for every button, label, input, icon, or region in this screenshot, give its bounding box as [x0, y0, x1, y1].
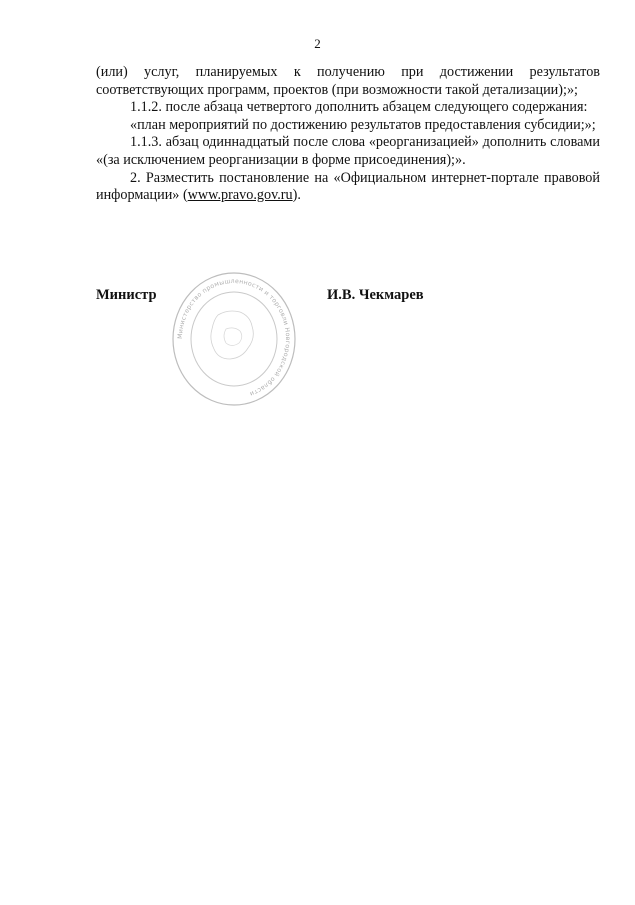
pravo-link[interactable]: www.pravo.gov.ru — [187, 187, 293, 204]
paragraph-4: 1.1.3. абзац одиннадцатый после слова «реорганизацией» дополнить словами «(за исключением реорганизации в форме присоединения);». — [96, 134, 600, 168]
paragraph-1: (или) услуг, планируемых к получению при достижении результатов соответствующих программ, проектов (при возможности такой детализации);»; — [96, 64, 600, 98]
official-seal — [172, 263, 296, 413]
paragraph-2: 1.1.2. после абзаца четвертого дополнить абзацем следующего содержания: — [130, 99, 588, 116]
paragraph-3: «план мероприятий по достижению результатов предоставления субсидии;»; — [130, 116, 596, 133]
paragraph-5-text: 2. Разместить постановление на «Официальном интернет-портале правовой информации» ( — [96, 169, 600, 204]
paragraph-5-end: ). — [292, 187, 301, 204]
signatory-name: И.В. Чекмарев — [327, 287, 424, 303]
seal-text: Министерство промышленности и торговли Новгородской области — [176, 277, 292, 398]
signatory-position: Министр — [96, 287, 157, 303]
page-number: 2 — [314, 36, 321, 51]
document-body — [96, 64, 600, 205]
signature-block — [0, 287, 635, 327]
paragraph-5 — [96, 170, 600, 205]
